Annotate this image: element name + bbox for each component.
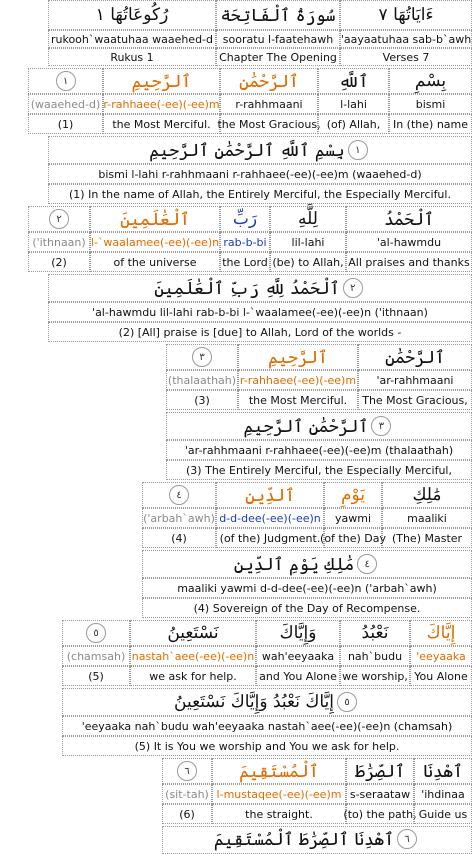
verse-2-english-row — [28, 252, 472, 272]
word-english: (of the) Judgment. — [216, 528, 324, 548]
verse-text-arabic: إِيَّاكَ نَعْبُدُ وَإِيَّاكَ نَسْتَعِينُ — [174, 692, 334, 712]
word-arabic: ٱللَّهِ — [318, 68, 389, 94]
verse-1-full-arabic — [48, 136, 472, 164]
word-translit: 'ar-rahhmaani — [358, 370, 472, 390]
verse-5-translit-row — [62, 646, 472, 666]
verse-5-full-arabic — [62, 688, 472, 716]
word-translit: 'ihdinaa — [414, 784, 472, 804]
verse-number-marker — [142, 482, 216, 508]
word-arabic: ٱلصِّرَٰطَ — [346, 758, 414, 784]
verse-count-translit: ('arbah`awh) — [142, 508, 216, 528]
verse-2-translit-row — [28, 232, 472, 252]
word-translit: maaliki — [382, 508, 472, 528]
word-arabic: ٱلْعَٰلَمِينَ — [90, 206, 220, 232]
word-translit: r-rahhaee(-ee)(-ee)m — [103, 94, 220, 114]
ayah-end-icon: ٥ — [86, 623, 106, 643]
word-english: the Most Merciful. — [103, 114, 220, 134]
word-english: The Most Gracious, — [358, 390, 472, 410]
verse-4-full-translit — [142, 578, 472, 598]
verse-2-full-arabic — [48, 274, 472, 302]
word-english: (of) Allah, — [318, 114, 389, 134]
word-arabic: ٱلرَّحِيمِ — [103, 68, 220, 94]
word-arabic: ٱلرَّحْمَٰنِ — [358, 344, 472, 370]
verse-text-arabic: ٱهْدِنَا ٱلصِّرَٰطَ ٱلْمُسْتَقِيمَ — [213, 830, 395, 850]
ayah-end-icon: ٥ — [337, 692, 357, 712]
word-english: (of the) Day — [324, 528, 382, 548]
verse-4-english-row — [142, 528, 472, 548]
header-translit-row — [48, 30, 472, 48]
verse-3-full-translit — [166, 440, 472, 460]
word-translit: l-mustaqee(-ee)(-ee)m — [212, 784, 346, 804]
word-english: (be) to Allah, — [270, 252, 346, 272]
verse-number-marker — [166, 344, 238, 370]
verse-text-arabic: مَٰلِكِ يَوْمِ ٱلدِّينِ — [233, 554, 355, 575]
verse-1-full-english — [48, 184, 472, 204]
ayah-end-icon: ٢ — [49, 209, 69, 229]
ayah-end-icon: ٤ — [169, 485, 189, 505]
word-arabic: ٱلرَّحِيمِ — [238, 344, 358, 370]
word-arabic: ٱلْمُسْتَقِيمَ — [212, 758, 346, 784]
verse-number-english: (2) — [28, 252, 90, 272]
ayah-end-icon: ٦ — [177, 761, 197, 781]
word-english: All praises and thanks — [346, 252, 472, 272]
verse-2-full-english — [48, 322, 472, 342]
word-arabic: بِسْمِ — [389, 68, 472, 94]
verse-6-arabic-row — [162, 758, 472, 784]
verse-1-arabic-row — [28, 68, 472, 94]
word-translit: r-rahhmaani — [220, 94, 318, 114]
word-arabic: وَإِيَّاكَ — [256, 620, 340, 646]
word-translit: l-lahi — [318, 94, 389, 114]
word-arabic: ٱهْدِنَا — [414, 758, 472, 784]
word-translit: l-`waalamee(-ee)(-ee)n — [90, 232, 220, 252]
word-translit: d-d-dee(-ee)(-ee)n — [216, 508, 324, 528]
verse-number-english: (3) — [166, 390, 238, 410]
verse-number-english: (4) — [142, 528, 216, 548]
verse-text-translit: bismi l-lahi r-rahhmaani r-rahhaee(-ee)(-ee)m (waaehed-d) — [48, 164, 472, 184]
verse-6-english-row — [162, 804, 472, 824]
word-translit: yawmi — [324, 508, 382, 528]
verse-number-marker — [28, 68, 103, 94]
verse-6-full-arabic — [162, 826, 472, 850]
ayah-end-icon: ٣ — [192, 347, 212, 367]
verse-1-translit-row — [28, 94, 472, 114]
word-english: the Most Gracious, — [220, 114, 318, 134]
verse-number-english: (6) — [162, 804, 212, 824]
verse-4-translit-row — [142, 508, 472, 528]
word-arabic: ٱلدِّينِ — [216, 482, 324, 508]
verses-translit: 'aayaatuhaa sab-b`awh — [340, 30, 472, 48]
verse-text-arabic: بِسْمِ ٱللَّهِ ٱلرَّحْمَٰنِ ٱلرَّحِيمِ — [149, 140, 345, 161]
verse-3-full-english — [166, 460, 472, 480]
ayah-end-icon: ٦ — [397, 829, 417, 849]
verse-number-marker — [62, 620, 130, 646]
verse-count-translit: ('ithnaan) — [28, 232, 90, 252]
rukus-english: Rukus 1 — [48, 48, 216, 66]
verse-5-arabic-row — [62, 620, 472, 646]
verse-3-english-row — [166, 390, 472, 410]
verse-text-translit: 'eeyaaka nah`budu wah'eeyaaka nastah`aee(-ee)(-ee)n (chamsah) — [62, 716, 472, 736]
verse-text-english: (5) It is You we worship and You we ask for help. — [62, 736, 472, 756]
word-arabic: نَعْبُدُ — [340, 620, 410, 646]
word-english: In (the) name — [389, 114, 472, 134]
word-english: we ask for help. — [130, 666, 256, 686]
verse-2-full-translit — [48, 302, 472, 322]
ayah-end-icon: ١ — [348, 140, 368, 160]
surah-name-english: Chapter The Opening — [216, 48, 340, 66]
verse-3-full-arabic — [166, 412, 472, 440]
verse-6-translit-row — [162, 784, 472, 804]
word-arabic: نَسْتَعِينُ — [130, 620, 256, 646]
word-translit: rab-b-bi — [220, 232, 270, 252]
verse-5-english-row — [62, 666, 472, 686]
verse-1-full-translit — [48, 164, 472, 184]
verse-3-arabic-row — [166, 344, 472, 370]
verse-text-english: (4) Sovereign of the Day of Recompense. — [142, 598, 472, 618]
verse-count-translit: (waaehed-d) — [28, 94, 103, 114]
verse-count-translit: (chamsah) — [62, 646, 130, 666]
verse-text-arabic: ٱلْحَمْدُ لِلَّهِ رَبِّ ٱلْعَٰلَمِينَ — [154, 278, 340, 299]
word-english: we worship, — [340, 666, 410, 686]
word-translit: nah`budu — [340, 646, 410, 666]
verses-english: Verses 7 — [340, 48, 472, 66]
word-english: and You Alone — [256, 666, 340, 686]
word-translit: r-rahhaee(-ee)(-ee)m — [238, 370, 358, 390]
verse-text-translit: 'al-hawmdu lil-lahi rab-b-bi l-`waalamee(-ee)(-ee)n ('ithnaan) — [48, 302, 472, 322]
word-english: (to) the path, — [346, 804, 414, 824]
verse-text-translit: maaliki yawmi d-d-dee(-ee)(-ee)n ('arbah`awh) — [142, 578, 472, 598]
verse-text-english: (1) In the name of Allah, the Entirely Merciful, the Especially Merciful. — [48, 184, 472, 204]
verse-4-full-english — [142, 598, 472, 618]
verse-text-translit: 'ar-rahhmaani r-rahhaee(-ee)(-ee)m (thalaathah) — [166, 440, 472, 460]
ayah-end-icon: ٣ — [371, 416, 391, 436]
verse-number-english: (5) — [62, 666, 130, 686]
word-translit: lil-lahi — [270, 232, 346, 252]
verse-text-english: (2) [All] praise is [due] to Allah, Lord of the worlds - — [48, 322, 472, 342]
word-translit: bismi — [389, 94, 472, 114]
word-arabic: يَوْمِ — [324, 482, 382, 508]
word-translit: wah'eeyaaka — [256, 646, 340, 666]
verse-count-translit: (thalaathah) — [166, 370, 238, 390]
verse-1-english-row — [28, 114, 472, 134]
verse-5-full-translit — [62, 716, 472, 736]
verse-number-english: (1) — [28, 114, 103, 134]
word-arabic: لِلَّهِ — [270, 206, 346, 232]
surah-name-translit: sooratu l-faatehawh — [216, 30, 340, 48]
verse-text-english: (3) The Entirely Merciful, the Especially Merciful, — [166, 460, 472, 480]
verse-5-full-english — [62, 736, 472, 756]
verse-4-arabic-row — [142, 482, 472, 508]
header-arabic-row — [48, 0, 472, 30]
word-english: the straight. — [212, 804, 346, 824]
word-translit: 'al-hawmdu — [346, 232, 472, 252]
verse-number-marker — [28, 206, 90, 232]
word-arabic: ٱلرَّحْمَٰنِ — [220, 68, 318, 94]
word-arabic: مَٰلِكِ — [382, 482, 472, 508]
verse-text-arabic: ٱلرَّحْمَٰنِ ٱلرَّحِيمِ — [243, 416, 369, 437]
rukus-count-arabic: رُكُوعَاتُهَا ١ — [48, 0, 216, 30]
verse-4-full-arabic — [142, 550, 472, 578]
verse-number-marker — [162, 758, 212, 784]
word-translit: s-seraataw — [346, 784, 414, 804]
word-english: You Alone — [410, 666, 472, 686]
surah-name-arabic: سُورَةُ ٱلْفَاتِحَة — [216, 0, 340, 30]
verse-2-arabic-row — [28, 206, 472, 232]
word-arabic: رَبِّ — [220, 206, 270, 232]
verse-3-translit-row — [166, 370, 472, 390]
word-english: (The) Master — [382, 528, 472, 548]
word-english: Guide us — [414, 804, 472, 824]
ayah-end-icon: ١ — [56, 71, 76, 91]
word-english: the Most Merciful. — [238, 390, 358, 410]
ayah-end-icon: ٤ — [357, 554, 377, 574]
word-arabic: إِيَّاكَ — [410, 620, 472, 646]
rukus-translit: rukooh`waatuhaa waaehed-d — [48, 30, 216, 48]
ayah-end-icon: ٢ — [343, 278, 363, 298]
header-english-row — [48, 48, 472, 66]
word-english: of the universe — [90, 252, 220, 272]
verse-count-translit: (sit-tah) — [162, 784, 212, 804]
word-translit: nastah`aee(-ee)(-ee)n — [130, 646, 256, 666]
word-translit: 'eeyaaka — [410, 646, 472, 666]
verses-count-arabic: ءَايَاتُهَا ٧ — [340, 0, 472, 30]
word-arabic: ٱلْحَمْدُ — [346, 206, 472, 232]
word-english: the Lord — [220, 252, 270, 272]
